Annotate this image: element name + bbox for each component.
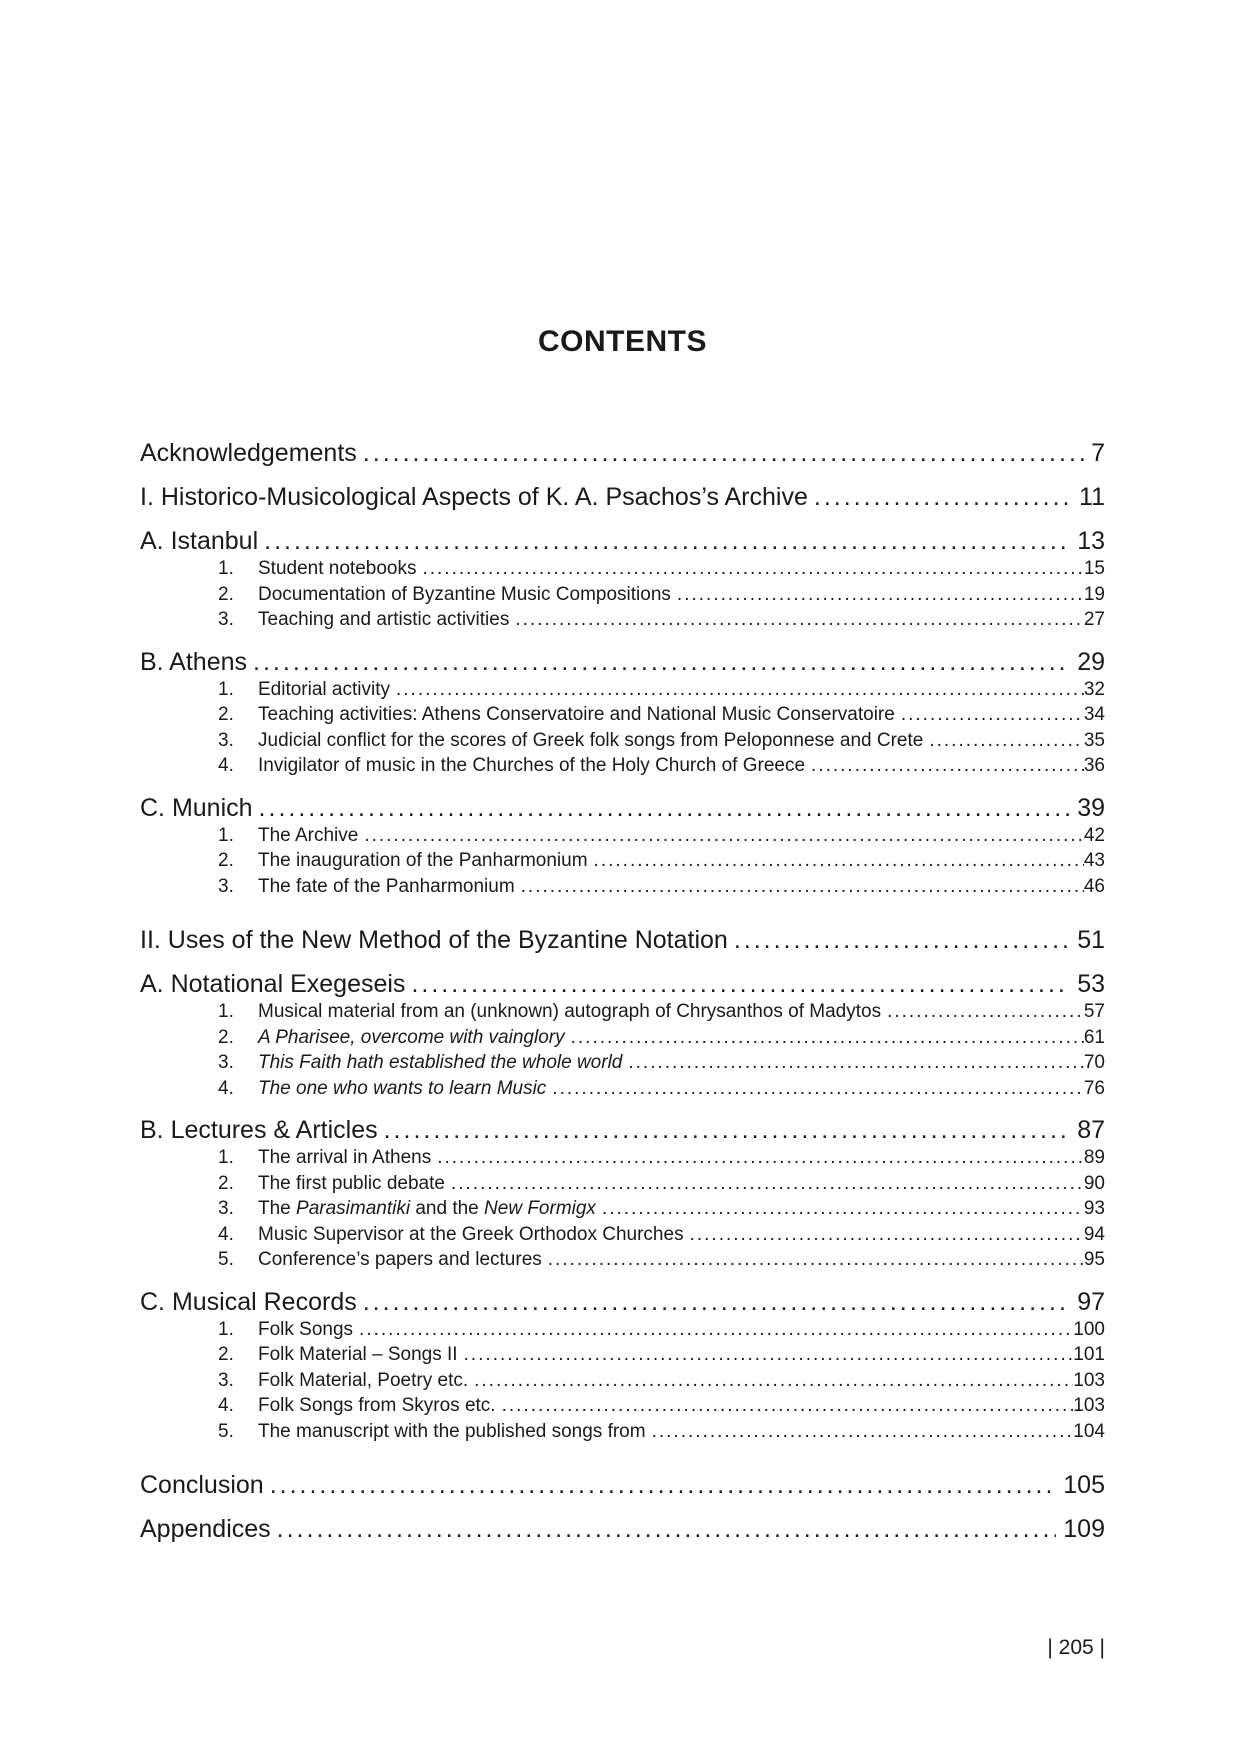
entry-page: 39 [1077,793,1105,822]
toc-entry [140,1050,1105,1076]
dot-leader [588,848,1084,874]
dot-leader [405,969,1070,999]
entry-label: The one who wants to learn Music [258,1077,547,1099]
entry-label: Folk Material – Songs II [258,1344,458,1365]
toc-entry [140,793,1105,823]
entry-page: 46 [1083,875,1105,897]
dot-leader [546,1076,1084,1102]
entry-label-segment: The [258,1198,297,1219]
entry-label: Teaching and artistic activities [258,609,510,630]
entry-number: 1. [218,1147,234,1168]
entry-number: 2. [218,704,234,725]
entry-label: The Archive [258,824,359,846]
entry-label: A Pharisee, overcome with vainglory [258,1026,565,1048]
entry-label [258,1196,596,1222]
entry-number: 3. [218,1369,234,1391]
dot-leader [808,482,1072,512]
dot-leader [596,1196,1084,1222]
dot-leader [515,874,1084,900]
entry-page: 19 [1083,583,1105,605]
entry-page: 61 [1083,1026,1105,1048]
entry-page: 89 [1083,1147,1105,1168]
toc-entry [140,607,1105,633]
entry-number: 3. [218,875,234,897]
entry-label: Appendices [140,1515,271,1543]
dot-leader [357,1287,1070,1317]
dot-leader [390,677,1084,703]
toc-entry [140,728,1105,754]
folio-page-number: | 205 | [1047,1636,1105,1659]
entry-label: Folk Songs from Skyros etc. [258,1395,496,1416]
dot-leader [542,1247,1084,1273]
entry-number: 4. [218,755,234,776]
entry-page: 103 [1073,1395,1105,1416]
toc-entry [140,1145,1105,1171]
entry-label: Judicial conflict for the scores of Greek folk songs from Peloponnese and Crete [258,729,924,751]
toc-entry [140,1514,1105,1544]
toc-entry [140,848,1105,874]
dot-leader [253,793,1071,823]
dot-leader [671,582,1084,608]
dot-leader [378,1115,1071,1145]
dot-leader [468,1368,1073,1394]
entry-label: I. Historico-Musicological Aspects of K. A. Psachos’s Archive [140,483,808,511]
dot-leader [622,1050,1083,1076]
entry-number: 1. [218,1318,234,1340]
entry-page: 36 [1083,755,1105,776]
toc-entry [140,647,1105,677]
toc-entry [140,753,1105,779]
toc-entry [140,1287,1105,1317]
dot-leader [509,607,1084,633]
entry-number: 5. [218,1420,234,1442]
entry-page: 11 [1079,483,1105,511]
entry-label-segment: New Formigx [484,1198,596,1219]
entry-number: 2. [218,1344,234,1365]
toc-entry [140,1076,1105,1102]
dot-leader [881,999,1084,1025]
entry-page: 53 [1077,970,1105,998]
entry-label: Folk Material, Poetry etc. [258,1369,469,1391]
dot-leader [496,1393,1074,1419]
dot-leader [353,1317,1073,1343]
entry-number: 2. [218,583,234,605]
entry-number: 2. [218,1172,234,1194]
entry-page: 103 [1073,1369,1105,1391]
dot-leader [565,1025,1084,1051]
dot-leader [728,925,1070,955]
entry-page: 95 [1083,1249,1105,1270]
entry-label: A. Notational Exegeseis [140,970,406,998]
entry-number: 1. [218,824,234,846]
entry-number: 3. [218,1052,234,1073]
dot-leader [416,556,1083,582]
entry-page: 109 [1063,1515,1105,1543]
toc-entry [140,1342,1105,1368]
dot-leader [445,1171,1084,1197]
toc-entry [140,1470,1105,1500]
toc-entry [140,925,1105,955]
dot-leader [357,438,1084,468]
entry-label: Music Supervisor at the Greek Orthodox Churches [258,1223,684,1245]
dot-leader [805,753,1084,779]
toc-entry [140,1196,1105,1222]
entry-label: C. Munich [140,793,253,822]
entry-label-segment: and the [410,1198,485,1219]
toc-content [140,0,1105,1544]
entry-number: 1. [218,558,234,579]
toc-entry [140,1317,1105,1343]
entry-label: The arrival in Athens [258,1147,432,1168]
entry-page: 35 [1083,729,1105,751]
entry-label: A. Istanbul [140,527,259,555]
entry-page: 97 [1077,1287,1105,1316]
entry-page: 101 [1073,1344,1105,1365]
dot-leader [923,728,1084,754]
entry-page: 93 [1083,1198,1105,1219]
entry-label: The inauguration of the Panharmonium [258,850,588,871]
entry-label: Teaching activities: Athens Conservatoire and National Music Conservatoire [258,704,895,725]
entry-page: 51 [1077,926,1105,954]
entry-label: Student notebooks [258,558,417,579]
toc-entry [140,1368,1105,1394]
toc-entry [140,582,1105,608]
dot-leader [646,1419,1074,1445]
entry-page: 104 [1073,1420,1105,1442]
toc-entry [140,1222,1105,1248]
toc-entry [140,1115,1105,1145]
dot-leader [264,1470,1057,1500]
toc-entry [140,969,1105,999]
entry-label: II. Uses of the New Method of the Byzantine Notation [140,926,728,954]
entry-page: 29 [1077,647,1105,676]
dot-leader [258,526,1070,556]
entry-page: 87 [1077,1116,1105,1144]
toc-entry [140,1247,1105,1273]
dot-leader [431,1145,1084,1171]
entry-page: 7 [1091,439,1105,467]
entry-label: Musical material from an (unknown) autograph of Chrysanthos of Madytos [258,1001,882,1022]
entry-label: B. Athens [140,647,248,676]
entry-label: Invigilator of music in the Churches of the Holy Church of Greece [258,755,806,776]
toc-entry [140,999,1105,1025]
dot-leader [458,1342,1074,1368]
toc-entry [140,482,1105,512]
entry-page: 27 [1083,609,1105,630]
entry-page: 94 [1083,1223,1105,1245]
entry-number: 4. [218,1223,234,1245]
entry-label: The manuscript with the published songs from [258,1420,646,1442]
toc-entry [140,702,1105,728]
entry-label: The first public debate [258,1172,445,1194]
toc-list [140,438,1105,1544]
toc-entry [140,1419,1105,1445]
page-title: CONTENTS [538,325,707,358]
entry-label: Conclusion [140,1471,264,1499]
dot-leader [358,823,1084,849]
entry-label: Acknowledgements [140,439,357,467]
entry-page: 32 [1083,678,1105,700]
entry-number: 3. [218,1198,234,1219]
entry-number: 2. [218,850,234,871]
dot-leader [684,1222,1084,1248]
toc-entry [140,1393,1105,1419]
toc-entry [140,1025,1105,1051]
entry-label: C. Musical Records [140,1287,357,1316]
entry-label: B. Lectures & Articles [140,1116,378,1144]
entry-label-segment: Parasimantiki [296,1198,411,1219]
entry-label: This Faith hath established the whole world [258,1052,623,1073]
toc-entry [140,874,1105,900]
entry-page: 76 [1083,1077,1105,1099]
entry-page: 100 [1073,1318,1105,1340]
entry-number: 3. [218,609,234,630]
entry-page: 90 [1083,1172,1105,1194]
entry-page: 70 [1083,1052,1105,1073]
toc-entry [140,1171,1105,1197]
entry-label: Folk Songs [258,1318,354,1340]
entry-number: 2. [218,1026,234,1048]
entry-page: 43 [1083,850,1105,871]
entry-number: 1. [218,678,234,700]
entry-label: Documentation of Byzantine Music Compositions [258,583,671,605]
toc-entry [140,556,1105,582]
entry-label: Conference’s papers and lectures [258,1249,542,1270]
dot-leader [271,1514,1057,1544]
entry-label: Editorial activity [258,678,390,700]
entry-number: 4. [218,1395,234,1416]
toc-entry [140,438,1105,468]
entry-label: The fate of the Panharmonium [258,875,515,897]
entry-page: 57 [1083,1001,1105,1022]
entry-number: 1. [218,1001,234,1022]
entry-number: 4. [218,1077,234,1099]
entry-page: 42 [1083,824,1105,846]
entry-page: 34 [1083,704,1105,725]
toc-entry [140,677,1105,703]
entry-number: 3. [218,729,234,751]
toc-entry [140,823,1105,849]
dot-leader [895,702,1084,728]
entry-page: 105 [1063,1471,1105,1499]
dot-leader [247,647,1070,677]
entry-page: 13 [1077,527,1105,555]
toc-entry [140,526,1105,556]
entry-number: 5. [218,1249,234,1270]
entry-page: 15 [1083,558,1105,579]
